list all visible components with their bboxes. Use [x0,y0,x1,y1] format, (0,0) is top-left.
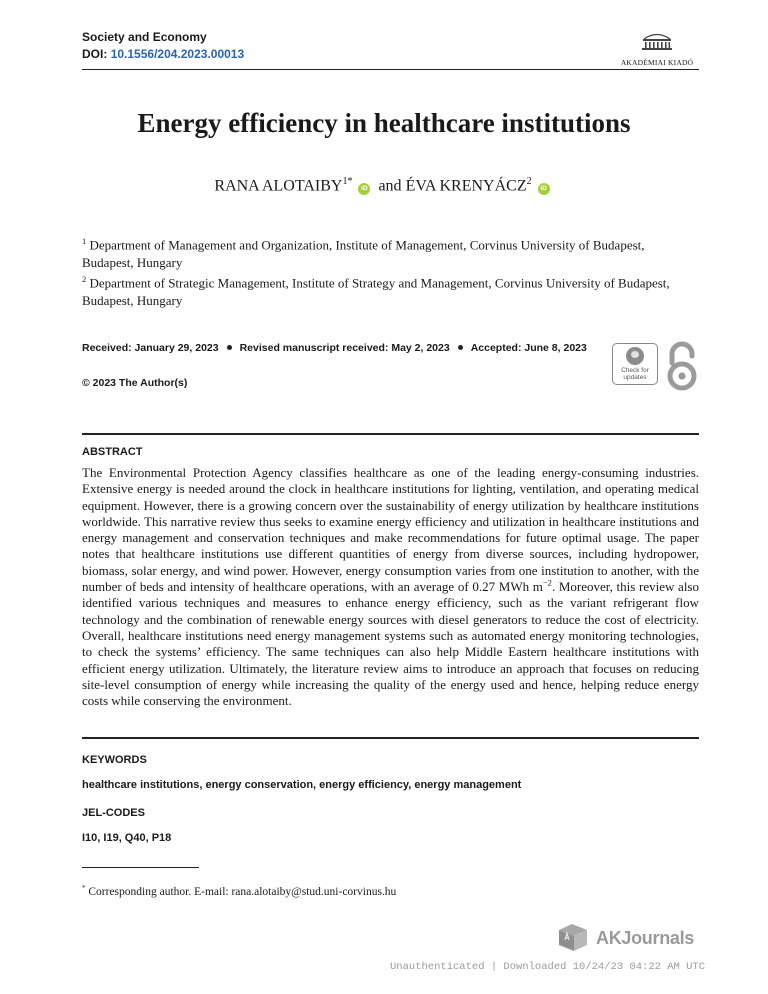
download-watermark: Unauthenticated | Downloaded 10/24/23 04:22 AM UTC [390,961,706,973]
bullet-icon [227,345,232,350]
affiliation [82,270,692,310]
check-badge-line1: Check for [621,367,649,374]
affiliation-number: 2 [82,274,87,284]
open-access-icon [663,341,701,391]
affiliation-text: Department of Strategic Management, Institute of Strategy and Management, Corvinus University of Budapest, Budapest, Hungary [82,275,670,309]
orcid-icon[interactable]: iD [538,183,550,195]
publisher-logo [612,32,702,67]
doi-link[interactable]: 10.1556/204.2023.00013 [110,47,245,61]
akjournals-book-icon [556,920,592,954]
jel-heading: JEL-CODES [82,807,145,819]
check-badge-line2: updates [623,374,647,381]
footnote-text: Corresponding author. E-mail: rana.alotaiby@stud.uni-corvinus.hu [88,885,397,898]
footnote-mark: * [82,884,86,892]
copyright-notice: © 2023 The Author(s) [82,377,188,389]
abstract-heading: ABSTRACT [82,446,143,458]
author-name: RANA ALOTAIBY [214,177,343,195]
publisher-name: AKADÉMIAI KIADÓ [620,58,694,67]
abstract-text-continued: . Moreover, this review also identified various techniques and measures to enhance energy efficiency, such as the variant refrigerant flow technology and the combination of renewable energy sources with diesel generators to reduce the cost of electricity. Overall, healthcare institutions need energy management systems such as automated energy monitoring technologies, to check the systems’ efficiency. The same techniques can also help Middle Eastern healthcare institutions with efficient energy utilization. Ultimately, the literature review aims to introduce an approach that focuses on reducing site-level consumption of energy while increasing the quality of the energy used and hence, helping reduce energy costs while conserving the environment. [82,579,699,709]
author-line [0,176,768,195]
corresponding-author-footnote [82,884,396,898]
abstract-text: The Environmental Protection Agency classifies healthcare as one of the leading energy-consuming industries. Extensive energy is needed around the clock in healthcare institutions for lighting, ventilation, and operating medical equipment. However, there is a growing concern over the sustainability of energy utilization by healthcare institutions worldwide. This narrative review thus seeks to examine energy efficiency and utilization in healthcare institutions and energy management and conservation techniques and make recommendations for future optimal usage. The paper notes that healthcare institutions use different quantities of energy from diverse sources, including hydropower, biomass, solar energy, and wind power. However, energy consumption varies from one institution to another, with the number of beds and intensity of healthcare operations, with an average of 0.27 MWh m [82,465,699,595]
abstract-bottom-rule [82,737,699,739]
academy-building-icon [640,32,674,52]
header-rule [82,69,699,70]
author-conjunction: and [378,177,402,195]
crossmark-icon [626,347,644,365]
abstract-top-rule [82,433,699,435]
bullet-icon [458,345,463,350]
keywords-heading: KEYWORDS [82,754,147,766]
orcid-icon[interactable]: iD [358,183,370,195]
check-for-updates-button[interactable] [612,343,658,385]
akjournals-brand: AKJournals [596,928,695,948]
affiliation-text: Department of Management and Organization, Institute of Management, Corvinus University of Budapest, Budapest, Hungary [82,237,645,271]
abstract-body [82,465,699,709]
jel-codes: I10, I19, Q40, P18 [82,832,172,844]
doi-line [82,47,244,61]
author-affil-mark: 1* [342,176,353,187]
keywords: healthcare institutions, energy conservation, energy efficiency, energy management [82,779,522,791]
affiliation [82,232,692,272]
doi-label: DOI: [82,47,108,61]
check-for-updates-label [613,367,657,381]
revised-date: Revised manuscript received: May 2, 2023 [239,342,450,354]
affiliation-number: 1 [82,236,87,246]
footnote-rule [82,867,199,868]
abstract-superscript: −2 [542,577,552,588]
article-dates [82,342,587,354]
accepted-date: Accepted: June 8, 2023 [470,342,587,354]
author-affil-mark: 2 [526,176,532,187]
akjournals-logo [556,920,695,954]
received-date: Received: January 29, 2023 [82,342,219,354]
author-name: ÉVA KRENYÁCZ [405,177,527,195]
journal-name: Society and Economy [82,30,207,44]
article-title: Energy efficiency in healthcare institutions [137,108,631,138]
